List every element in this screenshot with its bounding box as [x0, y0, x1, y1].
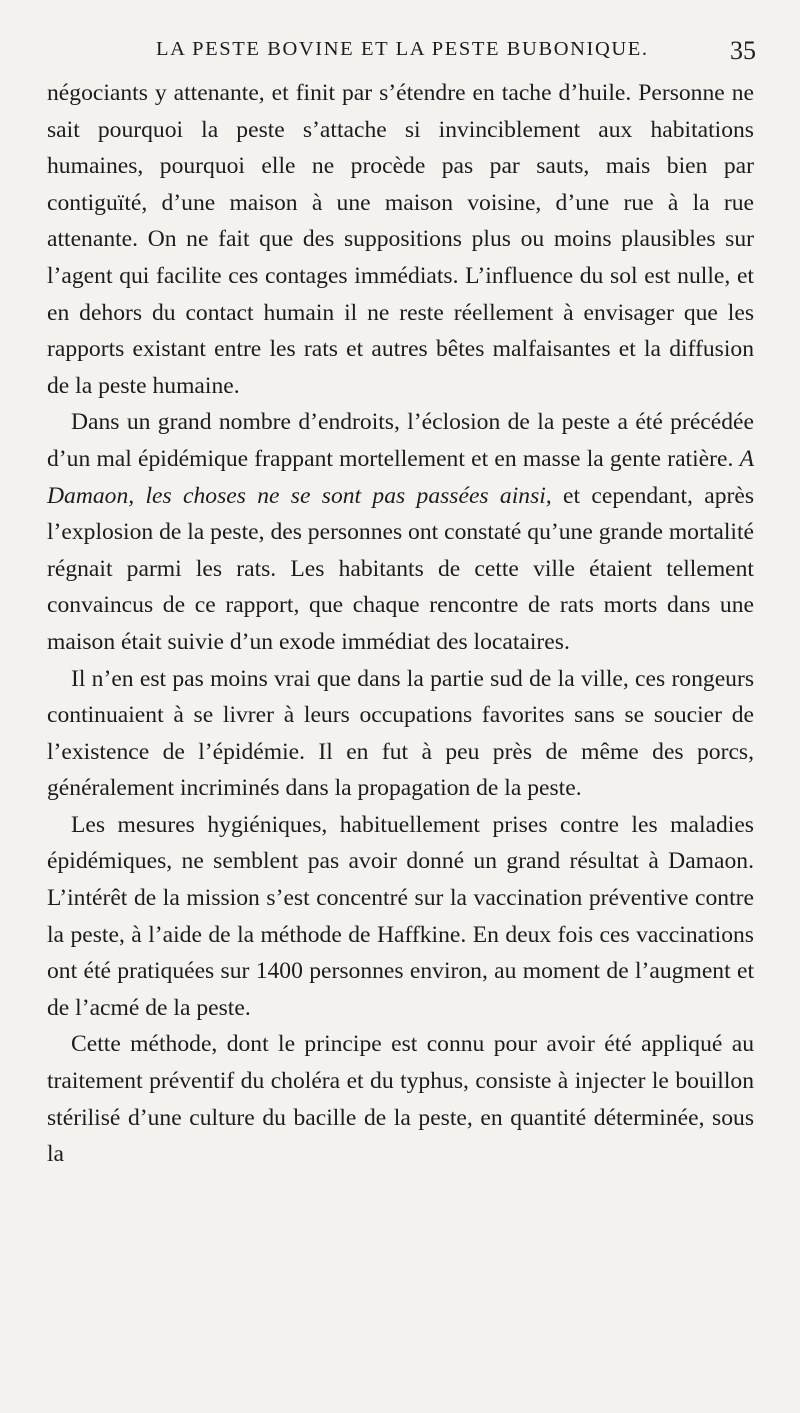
text-body: [47, 75, 754, 1173]
paragraph-5: Cette méthode, dont le principe est connu pour avoir été appliqué au traitement préventif du choléra et du typhus, consiste à injecter le bouillon stérilisé d’une culture du bacille de la peste, en quantité déterminée, sous la: [47, 1031, 754, 1168]
paragraph-1: négociants y attenante, et finit par s’étendre en tache d’huile. Personne ne sait pourquoi la peste s’attache si invinciblement aux habitations humaines, pourquoi elle ne procède pas par sauts, mais bien par contiguïté, d’une maison à une maison voisine, d’une rue à la rue attenante. On ne fait que des suppositions plus ou moins plausibles sur l’agent qui facilite ces contages immédiats. L’influence du sol est nulle, et en dehors du contact humain il ne reste réellement à envisager que les rapports existant entre les rats et autres bêtes malfaisantes et la diffusion de la peste humaine.: [47, 80, 754, 399]
paragraph-2: [47, 404, 754, 660]
paragraph-2-italic-phrase: A Damaon, les choses ne se sont pas passées ainsi,: [47, 445, 754, 509]
paragraph-2-text-after: et cependant, après l’explosion de la peste, des personnes ont constaté qu’une grande mortalité régnait parmi les rats. Les habitants de cette ville étaient tellement convaincus de ce rapport, que chaque rencontre de rats morts dans une maison était suivie d’un exode immédiat des locataires.: [47, 482, 755, 655]
paragraph-4: Les mesures hygiéniques, habituellement prises contre les maladies épidémiques, ne semblent pas avoir donné un grand résultat à Damaon. L’intérêt de la mission s’est concentré sur la vaccination préventive contre la peste, à l’aide de la méthode de Haffkine. En deux fois ces vaccinations ont été pratiquées sur 1400 personnes environ, au moment de l’augment et de l’acmé de la peste.: [47, 811, 754, 1021]
page-header: [44, 38, 756, 68]
running-title: LA PESTE BOVINE ET LA PESTE BUBONIQUE.: [156, 38, 649, 60]
paragraph-2-text-before: Dans un grand nombre d’endroits, l’éclosion de la peste a été précédée d’un mal épidémique frappant mortellement et en masse la gente ratière.: [47, 409, 754, 472]
paragraph-3: Il n’en est pas moins vrai que dans la partie sud de la ville, ces rongeurs continuaient à se livrer à leurs occupations favorites sans se soucier de l’existence de l’épidémie. Il en fut à peu près de même des porcs, généralement incriminés dans la propagation de la peste.: [47, 665, 754, 802]
page-number: 35: [730, 36, 756, 65]
